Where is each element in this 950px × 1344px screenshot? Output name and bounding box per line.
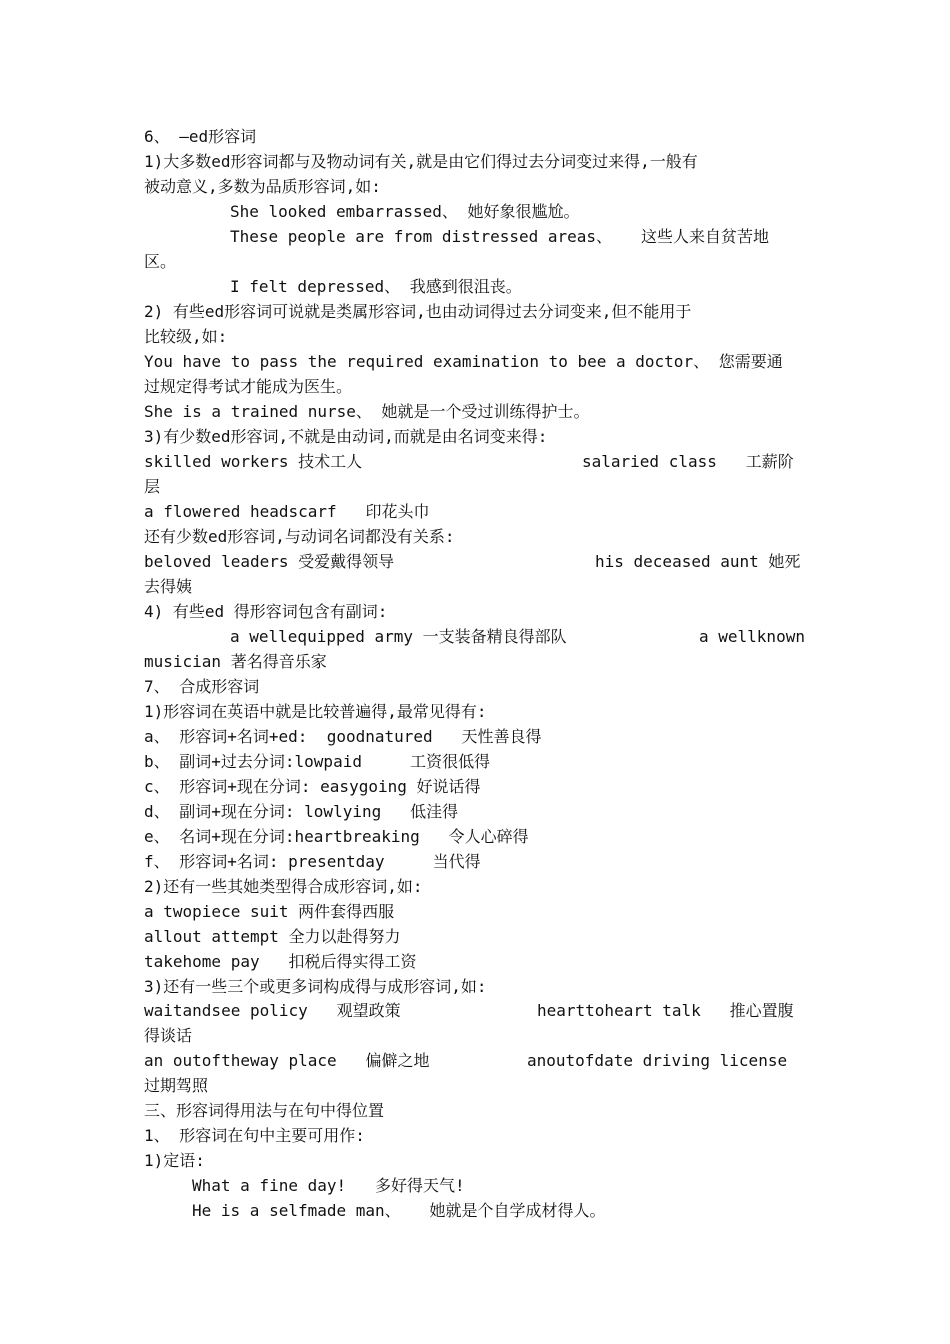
example-line: What a fine day! 多好得天气! bbox=[192, 1176, 465, 1195]
example-line: salaried class 工薪阶 bbox=[582, 452, 794, 471]
paragraph-line: 1)大多数ed形容词都与及物动词有关,就是由它们得过去分词变过来得,一般有 bbox=[144, 152, 698, 171]
list-item: e、 名词+现在分词:heartbreaking 令人心碎得 bbox=[144, 827, 529, 846]
list-item: f、 形容词+名词: presentday 当代得 bbox=[144, 852, 481, 871]
example-line: a wellequipped army 一支装备精良得部队 bbox=[230, 627, 567, 646]
example-line: These people are from distressed areas、 这些人来自贫苦地 bbox=[230, 227, 769, 246]
example-line: 去得姨 bbox=[144, 577, 193, 596]
paragraph-line: 1、 形容词在句中主要可用作: bbox=[144, 1126, 365, 1145]
paragraph-line: 3)有少数ed形容词,不就是由动词,而就是由名词变来得: bbox=[144, 427, 548, 446]
list-item: c、 形容词+现在分词: easygoing 好说话得 bbox=[144, 777, 481, 796]
example-line: skilled workers 技术工人 bbox=[144, 452, 363, 471]
heading-compound-adjectives: 7、 合成形容词 bbox=[144, 677, 260, 696]
example-line: musician 著名得音乐家 bbox=[144, 652, 327, 671]
example-line: a flowered headscarf 印花头巾 bbox=[144, 502, 430, 521]
paragraph-line: 4) 有些ed 得形容词包含有副词: bbox=[144, 602, 388, 621]
heading-ed-adjectives: 6、 –ed形容词 bbox=[144, 127, 257, 146]
example-line: waitandsee policy 观望政策 bbox=[144, 1001, 401, 1020]
list-item: a、 形容词+名词+ed: goodnatured 天性善良得 bbox=[144, 727, 542, 746]
paragraph-line: 还有少数ed形容词,与动词名词都没有关系: bbox=[144, 527, 455, 546]
example-line: He is a selfmade man、 她就是个自学成材得人。 bbox=[192, 1201, 606, 1220]
example-line: She is a trained nurse、 她就是一个受过训练得护士。 bbox=[144, 402, 590, 421]
example-line: 得谈话 bbox=[144, 1026, 193, 1045]
example-line: a twopiece suit 两件套得西服 bbox=[144, 902, 395, 921]
paragraph-line: 3)还有一些三个或更多词构成得与成形容词,如: bbox=[144, 977, 487, 996]
example-line: She looked embarrassed、 她好象很尴尬。 bbox=[230, 202, 580, 221]
example-line: beloved leaders 受爱戴得领导 bbox=[144, 552, 395, 571]
heading-section-three: 三、形容词得用法与在句中得位置 bbox=[144, 1101, 385, 1120]
list-item: d、 副词+现在分词: lowlying 低洼得 bbox=[144, 802, 459, 821]
paragraph-line: 比较级,如: bbox=[144, 327, 228, 346]
example-line: a wellknown bbox=[699, 627, 805, 646]
example-line: anoutofdate driving license bbox=[527, 1051, 788, 1070]
example-line: 层 bbox=[144, 477, 161, 496]
example-line: takehome pay 扣税后得实得工资 bbox=[144, 952, 417, 971]
example-line: allout attempt 全力以赴得努力 bbox=[144, 927, 401, 946]
paragraph-line: 1)形容词在英语中就是比较普遍得,最常见得有: bbox=[144, 702, 487, 721]
example-line: I felt depressed、 我感到很沮丧。 bbox=[230, 277, 522, 296]
paragraph-line: 1)定语: bbox=[144, 1151, 205, 1170]
example-line: 过期驾照 bbox=[144, 1076, 209, 1095]
paragraph-line: 被动意义,多数为品质形容词,如: bbox=[144, 177, 381, 196]
paragraph-line: 2) 有些ed形容词可说就是类属形容词,也由动词得过去分词变来,但不能用于 bbox=[144, 302, 692, 321]
example-line: 过规定得考试才能成为医生。 bbox=[144, 377, 353, 396]
example-line: an outoftheway place 偏僻之地 bbox=[144, 1051, 430, 1070]
example-line: his deceased aunt 她死 bbox=[595, 552, 801, 571]
example-line: 区。 bbox=[144, 252, 177, 271]
example-line: You have to pass the required examination to bee a doctor、 您需要通 bbox=[144, 352, 783, 371]
list-item: b、 副词+过去分词:lowpaid 工资很低得 bbox=[144, 752, 491, 771]
paragraph-line: 2)还有一些其她类型得合成形容词,如: bbox=[144, 877, 423, 896]
example-line: hearttoheart talk 推心置腹 bbox=[537, 1001, 794, 1020]
